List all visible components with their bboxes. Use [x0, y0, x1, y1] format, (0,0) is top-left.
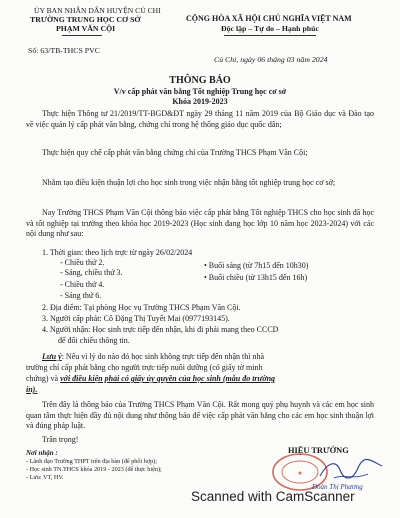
recipient-1: - Lãnh đạo Trường THPT trên địa bàn (để phối hợp);: [26, 458, 157, 465]
signer-role: HIỆU TRƯỞNG: [288, 446, 349, 455]
note-text-1: : Nếu vì lý do nào đó học sinh không trực tiếp đến nhận thì nhà: [61, 352, 264, 361]
signer-name: Đoàn Thị Phương: [312, 483, 363, 491]
camscanner-watermark: Scanned with CamScanner: [191, 489, 355, 504]
paragraph-purpose: Nhằm tạo điều kiện thuận lợi cho học sinh trong việc nhận bằng tốt nghiệp trung học cơ sở;: [42, 178, 336, 187]
national-motto: Độc lập – Tự do – Hạnh phúc: [221, 24, 319, 33]
day-monday-afternoon: - Chiều thứ 2.: [60, 258, 105, 267]
item-time: 1. Thời gian: theo lịch trực từ ngày 26/02/2024: [42, 248, 193, 257]
note-line-3: [26, 374, 275, 384]
item-issuer: 3. Người cấp phát: Cô Đặng Thị Tuyết Mai (0977193145).: [42, 314, 230, 323]
note-text-3: chứng) và: [26, 374, 59, 383]
note-emphasis-cont: in).: [26, 385, 38, 394]
header-left-rule: [62, 35, 102, 36]
paragraph-announcement: Nay Trường THCS Phạm Văn Cội thông báo việc cấp phát bằng Tốt nghiệp THCS cho học sinh đã học và tốt nghiệp tại trường theo khóa học 2019-2023 (Học sinh đang học lớp 10 năm học 2023-2024) với các nội dung như sau:: [26, 208, 374, 239]
notice-title: THÔNG BÁO: [169, 75, 231, 86]
place-and-date: Củ Chi, ngày 06 tháng 03 năm 2024: [214, 55, 328, 64]
paragraph-closing: Trên đây là thông báo của Trường THCS Phạm Văn Cội. Rất mong quý phụ huynh và các em học sinh quan tâm thực hiện đầy đủ nội dung như thông báo để việc cấp phát văn bằng cho các em học sinh thuận lợi và đúng pháp luật.: [26, 400, 374, 431]
svg-text:★: ★: [297, 471, 303, 477]
note-label: Lưu ý: [42, 352, 62, 361]
day-wednesday-afternoon: - Chiều thứ 4.: [60, 280, 105, 289]
recipient-3: - Lưu: VT, HV.: [26, 474, 64, 481]
authority-name: ỦY BAN NHÂN DÂN HUYỆN CỦ CHI: [34, 6, 161, 15]
day-friday-morning: - Sáng thứ 6.: [60, 291, 102, 300]
note-line-1: [42, 352, 264, 362]
closing-regards: Trân trọng!: [42, 435, 79, 444]
day-tuesday: - Sáng, chiều thứ 3.: [60, 268, 123, 277]
school-name-line1: TRƯỜNG TRUNG HỌC CƠ SỞ: [30, 15, 141, 24]
note-line-2: trường chỉ cấp phát bằng cho người trực tiếp nuôi dưỡng (có giấy tờ minh: [26, 363, 263, 372]
item-recipient-cont: để đối chiếu thông tin.: [58, 336, 130, 345]
recipients-label: Nơi nhận :: [26, 449, 58, 457]
school-name-line2: PHẠM VĂN CỘI: [56, 24, 116, 33]
document-number: Số: 63/TB-THCS PVC: [28, 46, 100, 55]
notice-subject: V/v cấp phát văn bằng Tốt nghiệp Trung học cơ sở: [113, 87, 287, 96]
session-afternoon: • Buổi chiều (từ 13h15 đến 16h): [204, 273, 308, 282]
session-morning: • Buổi sáng (từ 7h15 đến 10h30): [204, 261, 309, 270]
paragraph-regulation: Thực hiện quy chế cấp phát văn bằng chứng chỉ của Trường THCS Phạm Văn Cội;: [42, 148, 308, 157]
recipient-2: - Học sinh TN.THCS khóa 2019 - 2023 (để thực hiện);: [26, 466, 162, 473]
notice-cohort: Khóa 2019-2023: [172, 97, 228, 106]
paragraph-legal-basis: Thực hiện Thông tư 21/2019/TT-BGD&ĐT ngày 29 tháng 11 năm 2019 của Bộ Giáo dục và Đào tạo về việc quản lý cấp phát văn bằng, chứng chỉ trong hệ thống giáo dục quốc dân;: [26, 109, 374, 129]
item-location: 2. Địa điểm: Tại phòng Học vụ Trường THCS Phạm Văn Cội.: [42, 303, 241, 312]
note-emphasis: với điều kiện phải có giấy ủy quyền của học sinh (mẫu đo trường: [60, 374, 276, 383]
country-name: CỘNG HÒA XÃ HỘI CHỦ NGHĨA VIỆT NAM: [186, 14, 352, 23]
header-right-rule: [224, 35, 316, 36]
item-recipient: 4. Người nhận: Học sinh trực tiếp đến nhận, khi đi phải mang theo CCCD: [42, 325, 279, 334]
